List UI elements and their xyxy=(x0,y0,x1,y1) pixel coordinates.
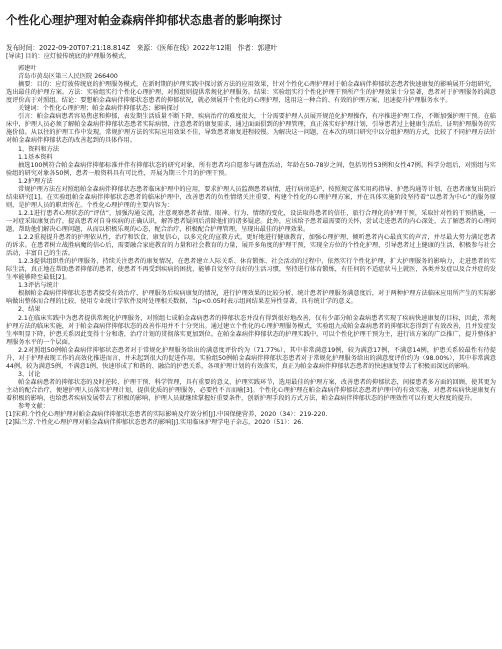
heading-references: 参考文献： xyxy=(18,403,49,411)
nursing-paragraph-1: 1.2.1进行患者心理状态的“评估”，加强沟通交流，注意观察患者表情、眼神、行为、情绪的变化，设法取得患者的信任，旅行合理化的护理干预，采取针对性的干预措施，一一对症采取康复治疗，提高患者对自身疾病的正确认识，解答患者疑问后消除他们的诸多疑虑。此外，应该给予患者最需要的关怀，尝试走进患者的内心深处，去了解患者的心理问题，帮助他们解决心理问题，从而以积极乐观的心态，配合治疗，积极配合护理管理，呈现出最佳的护理效果。 xyxy=(6,209,496,233)
results-paragraph-2: 2.2对照组50例帕金森病伴抑郁状态患者对于常规化护理服务给出的满意度评价约为（71.77%），其中非常满意19例，较为满意17例，不满意14例，护患关系较最性有待提升，对于护理表现工作的高效化推进而言，并未起到很大的促进作用。实验组50例帕金森病伴抑郁状态患者对于常规化护理服务给出的满意度评价约为（98.00%），其中非常满意44例，较为满意5例，不满意1例，快速形成了和谐的、融洽的护患关系，各项护理计划的有效落实，真正为帕金森病伴抑郁状态患者的快速康复带去了积极而深远的影响。 xyxy=(6,346,496,370)
heading-evaluation: 1.3评估与统计 xyxy=(18,282,59,290)
affiliation: 青岛市黄岛区第三人民医院 266400 xyxy=(18,73,118,81)
nursing-paragraph-3: 1.2.3提供组织性的护理服务，持续关注患者的康复情况，在患者建立人际关系、休育锻炼、社会活动的过程中，依然实行个性化护理，扩大护理服务的影响力，走进患者的实际生活，真正地在帮助患者抑郁的患者，使患者不再受到疾病的困扰，能够自觉坚守良好的生活习惯，坚持进行体育锻炼，有任何的不适症状马上就医，各类并发症以及合并症的发生率能够降至最低[2]。 xyxy=(6,258,496,282)
general-paragraph: 抽选100例符合帕金森病伴抑郁标准并伴有抑郁状态的研究对象，所有患者均自愿参与调查活动，年龄在50-78岁之间，包括男性53例和女性47例。科学分组后，对照组与实验组的研究对象各50例，患者一般资料具有可比性，开展为期三个月的护理干预。 xyxy=(6,161,496,177)
discussion-paragraph: 帕金森病患者的抑郁状态的及时逆转、护理干预、科学管理，具有重要的意义，护理实践环节，选用最佳的护理方案，改善患者的抑郁状态，间接患者多方面的回顾，使其更为主动的配合治疗，便建护理人员落实护理计划，提供优质的护理服务，必要性不言而喻[3]。个性化心理护理在帕金森病伴抑郁状态患者护理中的有效实施，对患者疾病快速康复有着积极的影响，也给患者疾病发展带去了积极的影响，护理人员就继续掌握好重要条件，创新护理手段的方式方法，帕金森病伴抑郁状态的护理效性可以有更大程度的提升。 xyxy=(6,378,496,402)
heading-nursing: 1.2护理方法 xyxy=(18,177,53,185)
heading-materials: 1、资料和方法 xyxy=(18,145,60,153)
keywords: 关键词：个性化心理护理；帕金森病伴抑郁状态；影响探讨 xyxy=(18,105,179,113)
guide-text: [导读] 目的：应灯彼传统底的护理服务模式， xyxy=(6,53,131,60)
article-title: 个性化心理护理对帕金森病伴抑郁状态患者的影响探讨 xyxy=(6,13,282,27)
author: 郭建叶 xyxy=(18,65,37,73)
reference-item-2: [2]陆兰芳.个性化心理护理对帕金森病伴抑郁状态患者的影响[J].实用临床护理学电子杂志，2020（51）：26. xyxy=(6,419,304,427)
results-paragraph-1: 2.1在临床实践中为患者提供常规化护理服务，对照组七成帕金森病患者的抑郁状态并没有得到很好地改善，仅有少部分帕金森病患者实现了疾病快速康复的目标，因此，常规护理方法的临床实施，对于帕金森病伴抑郁状态的改善作用并不十分突出。通过建立个性化的心理护理服务模式，实验组九成帕金森病患者的抑郁状态得到了有效改善，且并发症发生率明显下降，护患关系因此变得十分和谐，治疗计划的贯彻落实更加到位。在帕金森病伴抑郁状态的护理实践中，可以个性化护理干预为主，进行该方案的广泛推广，提升整体护理服务水平的一个层面。 xyxy=(6,314,496,346)
evaluation-paragraph: 根据帕金森病伴抑郁状态患者接受有效治疗、护理服务后疾病康复的情况，进行护理效果的比较分析，统计患者护理服务满意度后，对于两种护理方法临床应用所产生的实际影响做出整体而合理的比较，使用专业统计学软件及时处理相关数据，当p<0.05时表示组间结果差异性显著，具有统计学的意义。 xyxy=(6,290,496,306)
intro-paragraph: 引言：帕金森病患者容易焦虑和抑郁，表发期生活质量不断下降，疾病治疗的难度很大，十分需要护理人员展开规范化护理操作，有序推进护理工作，不断加强护理干预。在临床中，护理人员必须了解帕金森病伴抑郁状态患者实际病情，注意患者的康复需求，通过面面俱到的护理管理，真正落实好护理计划，引导患者过上健康生活后，证明护理服务的实施价值。从以往的护理工作中发现，常规护理方法的实际应用效果不佳，导致患者康复进程较慢。为解决这一问题，在本次的项目研究中以分组护理的方式，比较了不同护理方法针对帕金森病伴抑郁状态的改善起到的具体作用。 xyxy=(6,113,496,145)
heading-general: 1.1基本资料 xyxy=(18,153,53,161)
heading-discussion: 3、讨论 xyxy=(18,370,41,378)
article-meta: 发布时间：2022-09-20T07:21:18.814Z 来源：《医师在线》2022年12期 作者：郭建叶 xyxy=(6,44,278,52)
heading-results: 2、结果 xyxy=(18,306,41,314)
nursing-paragraph-2: 1.2.2重视提升患者的护理依从性，治疗和饮食、康复信心，以多元化的宣教方式，更好地进行健康教育，加强心理护理，倾听患者内心最真实的声音，并尽最大努力满足患者的诉求。在患者树立战胜病魔的信心后，需要融合家庭教育的力量和社会教育的力量，展开多角度的护理干预，实现全方位的个性化护理，引导患者过上健康的生活，积极参与社会活动，丰富自己的生活。 xyxy=(6,234,496,258)
reference-item-1: [1]宋莉.个性化心理护理对帕金森病伴抑郁状态患者的实际影响及疗效分析[J].中国保健营养，2020（34）：219-220. xyxy=(6,411,328,419)
abstract-paragraph: 摘要：目的：应灯彼传统底的护理服务模式，在新时期的护理实践中探讨新方法的应用效果，针对个性化心理护理对于帕金森病伴抑郁状态患者快速康复的影响展开分组研究，选出最佳的护理方案。方法：实验组实行个性化心理护理，对照组则提供常规化护理服务。结果：实验组实行个性化护理干预所产生的护理效果十分显著，患者对于护理服务的满意度评价高于对照组。结论：要想帕金森病伴抑郁状态患者的抑郁状况，就必须展开个性化的心理护理，选用这一种合的、有效的护理方案，迅速提升护理服务水平。 xyxy=(6,81,496,105)
nursing-paragraph: 常规护理方法在对照组帕金森病伴抑郁状态患者临床护理中的应用，要求护理人员监测患者病情，进行病房巡护，按照规定落实用药指导、护患沟通等计划，在患者康复出院后结束研究[1]。在实验组帕金森病伴抑郁状态患者的临床护理中，改善患者的负性情绪关注重要，构建个性化的心理护理方案，并在具体实施阶段坚持着“以患者为中心”的服务原则，是护理人员的职责所在。个性化心理护理的主要内容为： xyxy=(6,185,496,209)
